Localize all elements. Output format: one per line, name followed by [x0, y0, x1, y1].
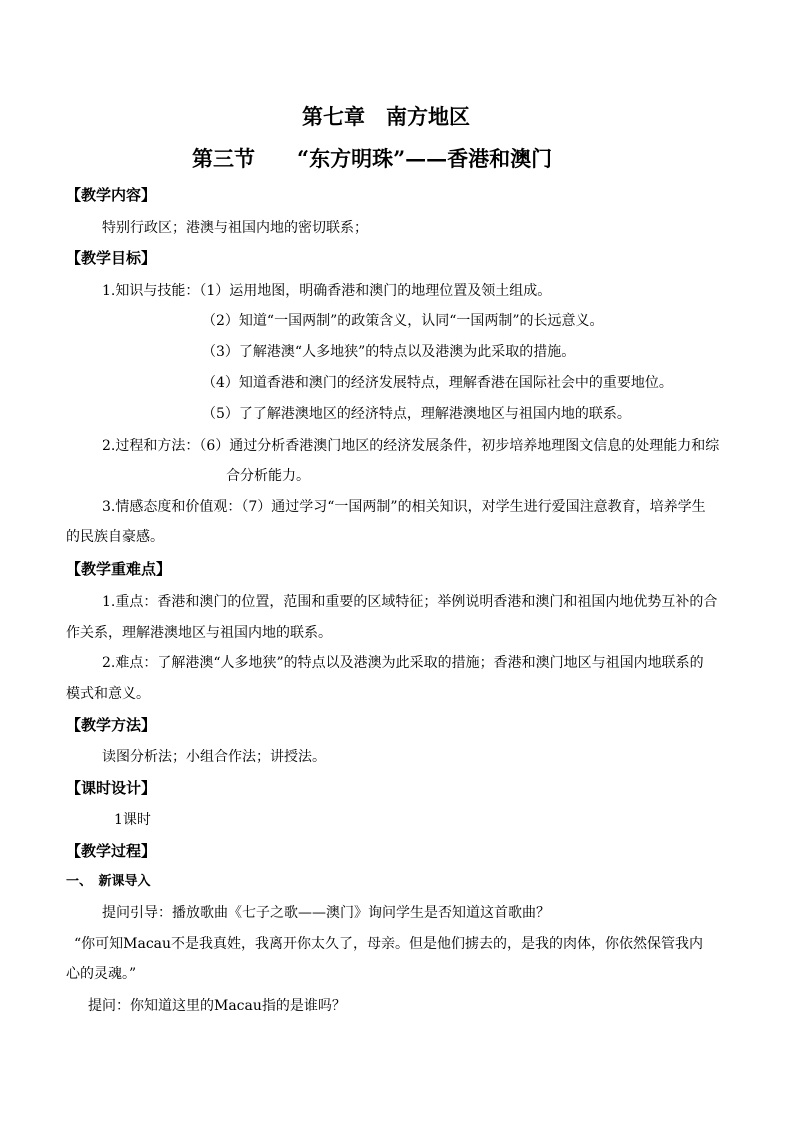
- process-line: “你可知Macau不是我真姓，我离开你太久了，母亲。但是他们掳去的，是我的肉体，你依然保管我内: [74, 936, 704, 952]
- goals-heading: 【教学目标】: [66, 249, 157, 267]
- key-point-line: 1.重点：香港和澳门的位置，范围和重要的区域特征；举例说明香港和澳门和祖国内地优势互补的合: [102, 594, 718, 610]
- goal-line: （4）知道香港和澳门的经济发展特点，理解香港在国际社会中的重要地位。: [202, 375, 673, 391]
- goal-line: 2.过程和方法：（6）通过分析香港澳门地区的经济发展条件，初步培养地理图文信息的处理能力和综: [102, 438, 720, 454]
- content-text: 特别行政区；港澳与祖国内地的密切联系；: [102, 220, 368, 236]
- goal-line: 3.情感态度和价值观：（7）通过学习“一国两制”的相关知识，对学生进行爱国注意教育，培养学生: [102, 499, 706, 515]
- key-point-line: 模式和意义。: [66, 686, 150, 702]
- schedule-heading: 【课时设计】: [66, 779, 157, 797]
- goal-line: （3）了解港澳“人多地狭”的特点以及港澳为此采取的措施。: [202, 344, 576, 360]
- process-step-title: 一、 新课导入: [66, 874, 151, 889]
- schedule-text: 1课时: [114, 812, 151, 828]
- goal-line: （2）知道“一国两制”的政策含义，认同“一国两制”的长远意义。: [202, 313, 604, 329]
- goal-line: 合分析能力。: [226, 468, 310, 484]
- chapter-title: 第七章 南方地区: [302, 104, 470, 129]
- key-point-line: 作关系，理解港澳地区与祖国内地的联系。: [66, 625, 332, 641]
- methods-text: 读图分析法；小组合作法；讲授法。: [102, 749, 326, 765]
- goal-line: 的民族自豪感。: [66, 529, 164, 545]
- methods-heading: 【教学方法】: [66, 716, 157, 734]
- content-heading: 【教学内容】: [66, 186, 157, 204]
- process-heading: 【教学过程】: [66, 842, 157, 860]
- goal-line: （5）了了解港澳地区的经济特点，理解港澳地区与祖国内地的联系。: [202, 406, 631, 422]
- key-point-line: 2.难点：了解港澳“人多地狭”的特点以及港澳为此采取的措施；香港和澳门地区与祖国内地联系的: [102, 655, 704, 671]
- process-line: 提问：你知道这里的Macau指的是谁吗？: [88, 998, 346, 1014]
- process-line: 心的灵魂。”: [66, 966, 137, 982]
- section-title: 第三节 “东方明珠”——香港和澳门: [192, 146, 553, 171]
- process-line: 提问引导：播放歌曲《七子之歌——澳门》询问学生是否知道这首歌曲？: [102, 905, 550, 921]
- goal-line: 1.知识与技能：（1）运用地图，明确香港和澳门的地理位置及领土组成。: [102, 283, 552, 299]
- key-points-heading: 【教学重难点】: [66, 560, 172, 578]
